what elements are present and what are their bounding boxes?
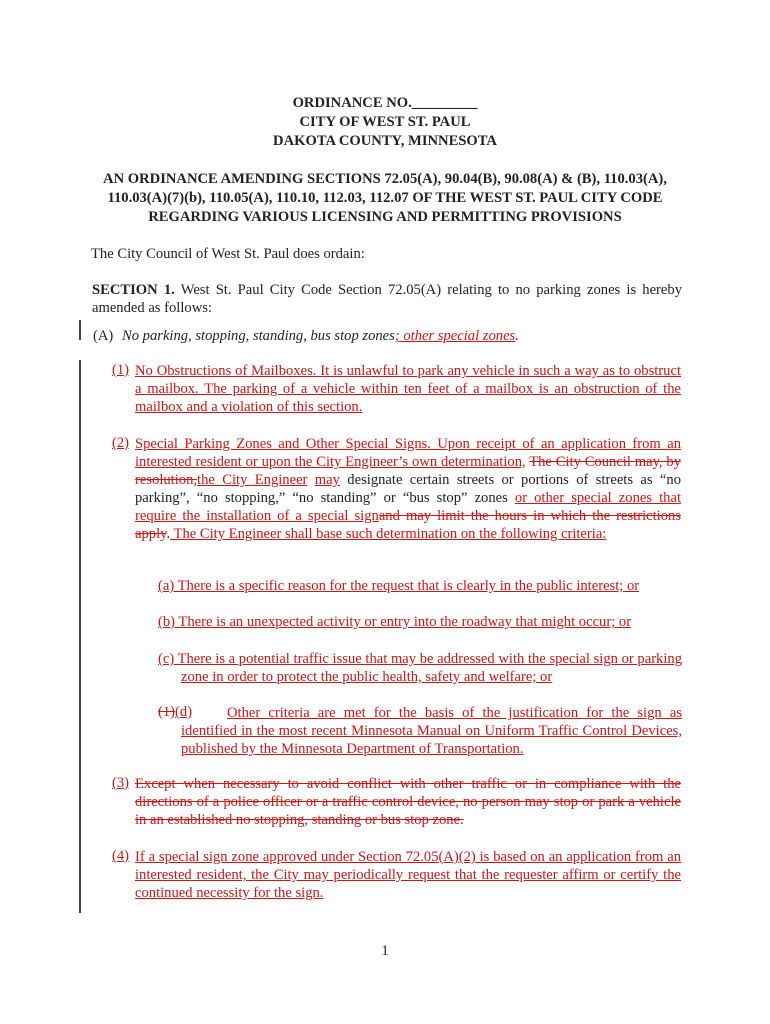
criterion-d-number: (d): [175, 704, 193, 720]
item-3-label: (3): [112, 775, 130, 791]
item-4-label: (4): [112, 848, 130, 864]
change-bar: [79, 320, 81, 340]
title-line-3: REGARDING VARIOUS LICENSING AND PERMITTING PROVISIONS: [148, 209, 622, 225]
item-2-label: (2): [112, 435, 130, 451]
change-bar: [79, 360, 81, 913]
clause-a-text: No parking, stopping, standing, bus stop zones: [122, 328, 395, 344]
criterion-d-text: Other criteria are met for the basis of the justification for the sign as identified in the most recent Minnesota Manual on Uniform Traffic Control Devices, published by the Minnesota Department of Transportation.: [181, 705, 682, 757]
item-2-ins-1: Special Parking Zones and Other Special Signs. Upon receipt of an application from an interested resident or upon the City Engineer’s own determination,: [135, 436, 681, 470]
section-1-text: West St. Paul City Code Section 72.05(A) relating to no parking zones is hereby amended as follows:: [92, 282, 682, 316]
clause-a-heading: [122, 328, 519, 345]
item-2-del-1: The City Council may, by resolution,: [135, 454, 681, 488]
ordinance-number: ORDINANCE NO._________: [292, 95, 478, 111]
county-name: DAKOTA COUNTY, MINNESOTA: [273, 133, 497, 149]
clause-a-end: .: [515, 328, 519, 344]
ordain-statement: The City Council of West St. Paul does ordain:: [91, 246, 365, 262]
item-2-ins-3: may: [314, 472, 340, 488]
page-number: 1: [381, 943, 389, 959]
clause-a-inserted: ; other special zones: [394, 328, 516, 344]
item-2-ins-5: The City Engineer shall base such determination on the following criteria:: [170, 526, 607, 542]
criterion-c: (c) There is a potential traffic issue that may be addressed with the special sign or parking zone in order to protect the public health, safety and welfare; or: [158, 651, 682, 685]
item-1-text: No Obstructions of Mailboxes. It is unlawful to park any vehicle in such a way as to obstruct a mailbox. The parking of a vehicle within ten feet of a mailbox is an obstruction of the mailbox and a violation of this section.: [135, 363, 681, 415]
clause-a-label: (A): [93, 328, 114, 344]
item-2-plain-2: .: [166, 526, 171, 542]
title-line-2: 110.03(A)(7)(b), 110.05(A), 110.10, 112.03, 112.07 OF THE WEST ST. PAUL CITY CODE: [107, 190, 663, 206]
item-4-text: If a special sign zone approved under Section 72.05(A)(2) is based on an application from an interested resident, the City may periodically request that the requester affirm or certify the continued necessity for the sign.: [135, 849, 681, 901]
city-name: CITY OF WEST ST. PAUL: [299, 114, 471, 130]
criterion-b: (b) There is an unexpected activity or entry into the roadway that might occur; or: [158, 614, 632, 630]
item-2-text: [135, 435, 681, 543]
item-2-ins-2: the City Engineer: [197, 472, 308, 488]
item-3-text: Except when necessary to avoid conflict with other traffic or in compliance with the directions of a police officer or a traffic control device, no person may stop or park a vehicle in an established no stopping, standing or bus stop zone.: [135, 776, 681, 828]
item-2-plain-1: designate certain streets or portions of streets as “no parking”, “no stopping,” “no standing” or “bus stop” zones: [135, 472, 681, 506]
criterion-a: (a) There is a specific reason for the request that is clearly in the public interest; or: [158, 578, 640, 594]
section-1: [92, 281, 682, 317]
title-line-1: AN ORDINANCE AMENDING SECTIONS 72.05(A), 90.04(B), 90.08(A) & (B), 110.03(A),: [103, 171, 667, 187]
item-2-ins-4: or other special zones that require the installation of a special sign: [135, 490, 682, 524]
section-1-label: SECTION 1.: [92, 282, 175, 298]
item-2-space-2: [307, 472, 314, 488]
item-2-del-2: and may limit the hours in which the restrictions apply: [135, 508, 681, 542]
criterion-d-deleted: (1): [158, 704, 176, 720]
item-1-label: (1): [112, 362, 130, 378]
